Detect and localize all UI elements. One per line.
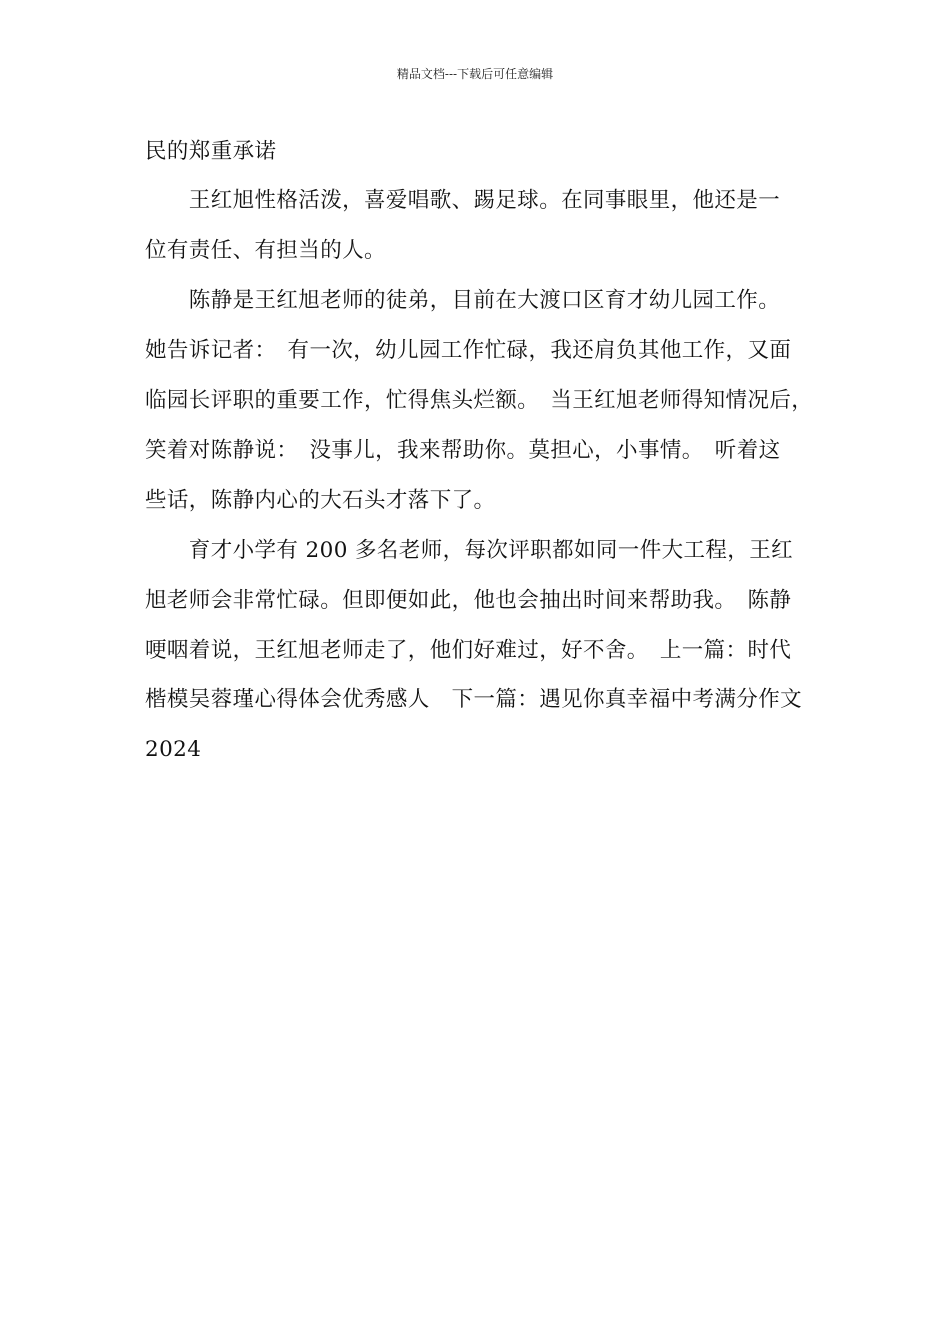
text-line: 笑着对陈静说： 没事儿，我来帮助你。莫担心，小事情。 听着这 <box>145 438 781 463</box>
text-line: 陈静是王红旭老师的徒弟，目前在大渡口区育才幼儿园工作。 <box>145 288 781 313</box>
text-line: 她告诉记者： 有一次，幼儿园工作忙碌，我还肩负其他工作，又面 <box>145 338 792 363</box>
text-line: 哽咽着说，王红旭老师走了，他们好难过，好不舍。 上一篇：时代 <box>145 638 792 663</box>
text-line: 些话，陈静内心的大石头才落下了。 <box>145 488 496 513</box>
text-line: 民的郑重承诺 <box>145 139 277 164</box>
text-line: 育才小学有 200 多名老师，每次评职都如同一件大工程，王红 <box>145 538 794 563</box>
page-header: 精品文档---下载后可任意编辑 <box>396 67 554 81</box>
text-line: 2024 <box>145 737 202 762</box>
text-line: 楷模吴蓉瑾心得体会优秀感人 下一篇：遇见你真幸福中考满分作文 <box>145 687 803 712</box>
text-line: 王红旭性格活泼，喜爱唱歌、踢足球。在同事眼里，他还是一 <box>145 188 781 213</box>
text-line: 位有责任、有担当的人。 <box>145 238 386 263</box>
text-line: 临园长评职的重要工作，忙得焦头烂额。 当王红旭老师得知情况后， <box>145 388 814 413</box>
text-line: 旭老师会非常忙碌。但即便如此，他也会抽出时间来帮助我。 陈静 <box>145 588 792 613</box>
